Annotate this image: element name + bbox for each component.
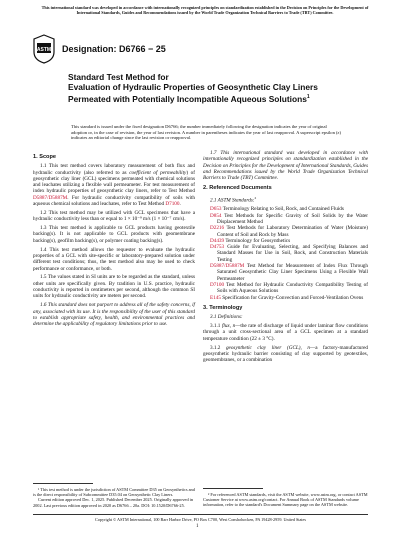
reference-item: D4753 Guide for Evaluating, Selecting, and Specifying Balances and Standard Masses for Use in Soil, Rock, and Construction Materials Testing [210, 244, 368, 263]
paragraph-1-6: 1.6 This standard does not purport to address all of the safety concerns, if any, associated with its use. It is the responsibility of the user of this standard to establish appropriate safety, health, and environmental practices and determine the applicability of regulatory limitations prior to use. [33, 302, 195, 328]
paragraph-1-3: 1.3 This test method is applicable to GCL products having geotextile backing(s). It is not applicable to GCL products with geomembrane backing(s), geofilm backing(s), or polymer coating backing(s). [33, 225, 195, 244]
reference-item: D653 Terminology Relating to Soil, Rock, and Contained Fluids [210, 206, 344, 213]
title-line-1: Standard Test Method for [68, 72, 169, 82]
copyright-notice: Copyright © ASTM International, 100 Barr Harbor Drive, PO Box C700, West Conshohocken, PA 19428-2959. United States [95, 517, 306, 522]
issue-note: This standard is issued under the fixed designation D6766; the number immediately following the designation indicates the year of original adoption or, in the case of revision, the year of last revision. A number in parentheses indicates the year of last reapproval. A superscript epsilon (ε) indicates an editorial change since the last revision or reapproval. [71, 124, 342, 141]
reference-item: D854 Test Methods for Specific Gravity of Soil Solids by the Water Displacement Method [210, 212, 368, 225]
section-heading-terminology: 3. Terminology [203, 304, 243, 311]
paragraph-1-2: 1.2 This test method may be utilized with GCL specimens that have a hydraulic conductivity less than or equal to 1 × 10⁻⁹ m/s (1 × 10⁻⁷ cm/s). [33, 209, 195, 223]
svg-text:ASTM: ASTM [36, 47, 52, 53]
footnote-separator [203, 488, 263, 489]
paragraph-1-5: 1.5 The values stated in SI units are to be regarded as the standard, unless other units are specifically given. By tradition in U.S. practice, hydraulic conductivity is reported in centimeters per second, although the common SI units for hydraulic conductivity are meters per second. [33, 274, 195, 300]
designation: Designation: D6766 − 25 [62, 44, 166, 54]
astm-logo-icon [33, 34, 55, 64]
ref-link-d7100[interactable]: D7100 [165, 201, 180, 208]
section-heading-scope: 1. Scope [33, 154, 57, 160]
footnote-2: ² For referenced ASTM standards, visit the ASTM website, www.astm.org, or contact ASTM Customer Service at www.astm.org/contact. For Annual Book of ASTM Standards volume information, refer to the standard's Document Summary page on the ASTM website. [203, 485, 368, 508]
right-column [203, 150, 368, 366]
astm-standards-subheading: 2.1 ASTM Standards:$^2$ [210, 195, 257, 204]
ref-link-d5887[interactable]: D5887/D5887M [33, 194, 68, 201]
definitions-subheading: 3.1 Definitions: [210, 314, 243, 321]
definition-flux: 3.1.1 flux, n—the rate of discharge of liquid under laminar flow conditions through a unit cross-sectional area of a GCL specimen at a standard temperature condition (22 ± 3 °C). [203, 323, 368, 342]
reference-list [203, 206, 368, 300]
definition-gcl: 3.1.2 geosynthetic clay liner (GCL), n—a factory-manufactured geosynthetic hydraulic barrier consisting of clay supported by geotextiles, geomembranes, or a combination [203, 344, 368, 364]
section-heading-references: 2. Referenced Documents [203, 185, 272, 192]
paragraph-1-7: 1.7 This international standard was developed in accordance with internationally recognized principles on standardization established in the Decision on Principles for the Development of International Standards, Guides and Recommendations issued by the World Trade Organization Technical Barriers to Trade (TBT) Committee. [203, 150, 368, 182]
reference-item: D7100 Test Method for Hydraulic Conductivity Compatibility Testing of Soils with Aqueous Solutions [210, 281, 368, 295]
header-notice: This international standard was developed in accordance with internationally recognized principles on standardization established in the Decision on Principles for the Development of International Standards, Guides and Recommendations issued by the World Trade Organization Technical Barriers to Trade (TBT) Committee. [41, 5, 369, 15]
footnote-1: ¹ This test method is under the jurisdiction of ASTM Committee D35 on Geosynthetics and is the direct responsibility of Subcommittee D35.04 on Geosynthetic Clay Liners. Current edition approved Dec. 1, 2025. Published December 2025. Originally approved in 2002. Last previous edition approved in 2020 as D6766 – 20a. DOI: 10.1520/D6766-25. [33, 480, 195, 508]
reference-item: D5887/D5887M Test Method for Measurement of Index Flux Through Saturated Geosynthetic Clay Liner Specimens Using a Flexible Wall Permeameter [210, 263, 368, 282]
left-column [33, 150, 195, 330]
paragraph-1-4: 1.4 This test method allows the requester to evaluate the hydraulic properties of a GCL with site-specific or laboratory-prepared solution under different test conditions; thus, the test method also may be used to check performance or conformance, or both. [33, 246, 195, 272]
paragraph-1-1: 1.1 This test method covers laboratory measurement of both flux and hydraulic conductivity (also referred to as coefficient of permeability) of geosynthetic clay liner (GCL) specimens permeated with chemical solutions and leachates utilizing a flexible wall permeameter. For test measurement of index hydraulic properties of geosynthetic clay liners, refer to Test Method D5887/D5887M. For hydraulic conductivity compatibility of soils with aqueous chemical solutions and leachates, refer to Test Method D7100. [33, 163, 195, 208]
title-line-2: Evaluation of Hydraulic Properties of Geosynthetic Clay Liners Permeated with Potentially Incompatible Aqueous Solutions$^1$ [68, 82, 318, 104]
reference-item: E145 Specification for Gravity-Convection and Forced-Ventilation Ovens [210, 294, 364, 301]
document-title [68, 72, 338, 104]
reference-item: D4439 Terminology for Geosynthetics [210, 237, 291, 244]
reference-item: D2216 Test Methods for Laboratory Determination of Water (Moisture) Content of Soil and Rock by Mass [210, 225, 368, 238]
footnote-separator [33, 483, 93, 484]
page-number: 1 [196, 524, 199, 529]
footer-rule [33, 514, 368, 515]
